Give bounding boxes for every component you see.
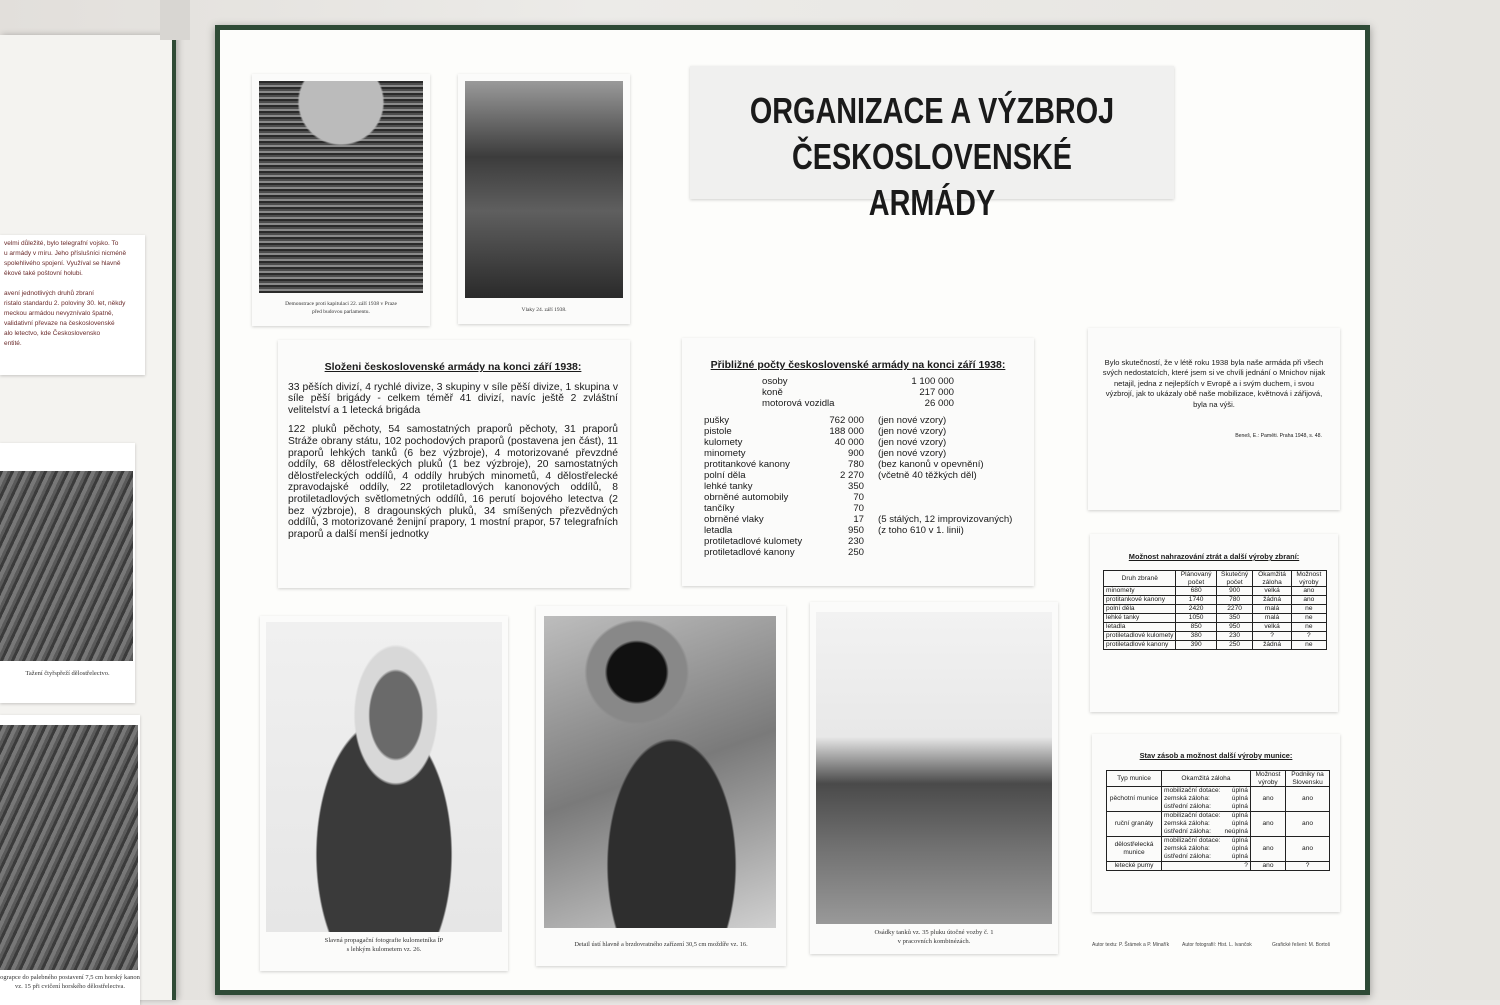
ammo-reserve-value: úplná: [1231, 812, 1248, 819]
replacement-cell: letadla: [1104, 623, 1176, 632]
weapon-label: pušky: [704, 414, 730, 426]
ammo-reserve-values: [1222, 862, 1250, 871]
ammo-reserve-labels: [1162, 837, 1223, 862]
weapon-label: tančíky: [704, 502, 735, 514]
weapon-label: obrněné automobily: [704, 491, 789, 503]
left-text-line: avení jednotlivých druhů zbraní: [4, 290, 94, 297]
title-line-2: ČESKOSLOVENSKÉ ARMÁDY: [791, 136, 1073, 223]
replacement-cell: žádná: [1253, 641, 1291, 650]
ammo-reserve-label: zemská záloha:: [1164, 820, 1210, 827]
personnel-value: 26 000: [924, 397, 954, 409]
personnel-row: [760, 387, 956, 398]
train-image: [465, 81, 623, 298]
left-text-line: entité.: [4, 340, 22, 347]
weapon-label: pistole: [704, 425, 732, 437]
main-exhibit-board: [215, 25, 1370, 995]
ammo-slovakia: ano: [1286, 837, 1330, 862]
replacement-cell: lehké tanky: [1104, 614, 1176, 623]
replacement-row: [1104, 623, 1327, 632]
replacement-row: [1104, 587, 1327, 596]
left-text-line: velmi důležité, bylo telegrafní vojsko. To: [4, 240, 119, 247]
personnel-value: 1 100 000: [911, 375, 954, 387]
weapon-label: kulomety: [704, 436, 743, 448]
personnel-label: koně: [762, 386, 783, 398]
ammo-heading: Stav zásob a možnost další výroby munice:: [1139, 751, 1293, 760]
weapon-row: [702, 426, 1014, 437]
replacement-cell: 350: [1216, 614, 1253, 623]
replacement-column-header: Možnost výroby: [1291, 571, 1326, 587]
photo-trains: [458, 74, 630, 324]
replacement-cell: 2420: [1176, 605, 1216, 614]
ammo-slovakia: ano: [1286, 787, 1330, 812]
ammo-production: ano: [1250, 862, 1285, 871]
photo-demonstration: [252, 74, 430, 326]
replacement-table: [1103, 570, 1327, 650]
composition-para-2: 122 pluků pěchoty, 54 samostatných praporů pěchoty, 31 praporů Stráže obrany státu, 102 pochodových praporů (postavena jen část), 11 praporů lehkých tanků (6 bez výzbroje), 4 motorizované převzdné oddíly, 68 dělostřeleckých pluků (1 bez výzbroje), 20 samostatných dělostřeleckých oddílů, 4 oddíly hrubých minometů, 4 dělostřelecké zpravodajské oddíly, 22 protiletadlových kanonových oddílů, 8 protiletadlových světlometných oddílů, 16 perutí bojového letectva (2 bez výzbroje), 8 dragounských pluků, 34 smíšených přezvědných oddílů, 3 motorizované ženijní prapory, 1 mostní prapor, 57 telegrafních praporů a další menší jednotky: [288, 424, 618, 540]
mountain-gun-photo: [0, 725, 138, 970]
ammo-row: [1107, 812, 1330, 837]
weapon-note: (jen nové vzory): [878, 414, 947, 426]
ammo-production: ano: [1250, 812, 1285, 837]
quote-source: Beneš, E.: Paměti. Praha 1948, s. 48.: [1235, 433, 1322, 439]
left-caption-2-line-1: ograpce do palebného postavení 7,5 cm horský kanon: [0, 974, 140, 981]
left-exhibit-board: [0, 35, 176, 1000]
replacement-cell: ne: [1291, 641, 1326, 650]
weapon-label: lehké tanky: [704, 480, 753, 492]
ammo-reserve-values: [1222, 837, 1250, 862]
replacement-row: [1104, 614, 1327, 623]
weapon-note: (jen nové vzory): [878, 436, 947, 448]
ammo-reserve-values: [1222, 812, 1250, 837]
replacement-cell: 950: [1216, 623, 1253, 632]
weapon-value: 2 270: [839, 469, 864, 481]
replacement-cell: 390: [1176, 641, 1216, 650]
ammo-reserve-labels: [1162, 812, 1223, 837]
weapon-row: [702, 492, 1014, 503]
photo-3-caption-line-2: s lehkým kulometem vz. 26.: [346, 946, 422, 953]
personnel-label: osoby: [762, 375, 788, 387]
weapon-value: 70: [853, 491, 864, 503]
left-photo-mountain: [0, 715, 140, 1005]
left-text-line: validativní převaze na československé: [4, 320, 115, 327]
weapon-value: 188 000: [829, 425, 864, 437]
left-text-panel: [0, 235, 145, 375]
weapon-label: polní děla: [704, 469, 746, 481]
personnel-row: [760, 398, 956, 409]
weapon-note: [866, 536, 1014, 547]
ammo-col-production: Možnost výroby: [1250, 771, 1285, 787]
left-caption-2: [0, 973, 140, 991]
weapon-row: [702, 459, 1014, 470]
ammo-slovakia: ?: [1286, 862, 1330, 871]
weapon-note: (jen nové vzory): [878, 447, 947, 459]
ammo-reserve-value: úplná: [1231, 795, 1248, 802]
left-text-line: spolehlivého spojení. Využíval se hlavně: [4, 260, 121, 267]
replacement-cell: žádná: [1253, 596, 1291, 605]
weapon-note: (včetně 40 těžkých děl): [878, 469, 977, 481]
personnel-value: 217 000: [919, 386, 954, 398]
weapon-row: [702, 536, 1014, 547]
left-text-line: meckou armádou nevyznívalo špatně,: [4, 310, 114, 317]
photo-4-caption: Detail ústí hlavně a brzdovratného zařízení 30,5 cm moždíře vz. 16.: [574, 941, 748, 948]
ammo-type: letecké pumy: [1107, 862, 1162, 871]
replacement-cell: protitankové kanony: [1104, 596, 1176, 605]
photo-1-caption-line-2: před budovou parlamentu.: [312, 309, 370, 315]
weapon-note: (5 stálých, 12 improvizovaných): [878, 513, 1013, 525]
replacement-heading: Možnost nahrazování ztrát a další výroby zbraní:: [1128, 552, 1300, 561]
credit-text-author: Autor textu: P. Šrámek a P. Minařík: [1092, 942, 1170, 948]
ammo-reserve-labels: [1162, 862, 1223, 871]
replacement-cell: ?: [1253, 632, 1291, 641]
ammo-reserve-labels: [1162, 787, 1223, 812]
ammo-col-type: Typ munice: [1107, 771, 1162, 787]
weapon-value: 950: [847, 524, 864, 536]
photo-1-caption: [252, 300, 430, 316]
ammo-reserve-label: mobilizační dotace:: [1164, 837, 1221, 844]
replacement-cell: 680: [1176, 587, 1216, 596]
weapon-row: [702, 448, 1014, 459]
weapon-row: [702, 547, 1014, 558]
personnel-table: [760, 376, 956, 409]
replacement-cell: malá: [1253, 605, 1291, 614]
replacement-cell: protiletadlové kulomety: [1104, 632, 1176, 641]
photo-mortar: [536, 606, 786, 966]
weapon-note: [866, 503, 1014, 514]
replacement-cell: 900: [1216, 587, 1253, 596]
left-text-line: u armády v míru. Jeho příslušníci nicméně: [4, 250, 127, 257]
credit-photo-author: Autor fotografií: Hist. L. Ivančok: [1182, 942, 1252, 948]
left-text-lines: [0, 235, 145, 349]
counts-panel: [682, 338, 1034, 586]
photo-machine-gunner: [260, 616, 508, 971]
weapon-row: [702, 525, 1014, 536]
quote-text: Bylo skutečností, že v létě roku 1938 byla naše armáda při všech svých nedostatcích, které jsem si ve chvíli jednání o Mnichov nijak netajil, jedna z nejlepších v Evropě a i svým duchem, i svou výzbrojí, jak to ukázaly obě naše mobilizace, květnová i zářijová, byla na výši.: [1102, 358, 1326, 409]
left-photo-horses: [0, 443, 135, 703]
weapon-row: [702, 503, 1014, 514]
ammo-reserve-value: úplná: [1231, 837, 1248, 844]
left-caption-1: Tažení čtyřspřeží dělostřelectvo.: [25, 670, 110, 677]
ammo-type: dělostřelecká munice: [1107, 837, 1162, 862]
ammo-type: pěchotní munice: [1107, 787, 1162, 812]
weapon-note: [866, 481, 1014, 492]
weapon-row: [702, 481, 1014, 492]
ammo-reserve-value: úplná: [1231, 787, 1248, 794]
photo-5-caption: [810, 928, 1058, 946]
left-caption-2-line-2: vz. 15 při cvičení horského dělostřelectva.: [15, 983, 125, 990]
ammo-col-reserve: Okamžitá záloha: [1162, 771, 1251, 787]
photo-3-caption-line-1: Slavná propagační fotografie kulometníka ÍP: [324, 937, 444, 944]
replacement-cell: ?: [1291, 632, 1326, 641]
replacement-cell: ne: [1291, 623, 1326, 632]
title: [690, 88, 1174, 226]
ammo-row: [1107, 862, 1330, 871]
replacement-cell: minomety: [1104, 587, 1176, 596]
weapon-label: minomety: [704, 447, 746, 459]
replacement-row: [1104, 632, 1327, 641]
weapon-value: 900: [847, 447, 864, 459]
weapon-row: [702, 514, 1014, 525]
replacement-row: [1104, 641, 1327, 650]
ammo-reserve-label: mobilizační dotace:: [1164, 787, 1221, 794]
weapon-value: 230: [847, 535, 864, 547]
weapon-note: (jen nové vzory): [878, 425, 947, 437]
tank-crews-image: [816, 612, 1052, 924]
left-text-line: alo letectvo, kde Československo: [4, 330, 101, 337]
replacement-cell: polní děla: [1104, 605, 1176, 614]
replacement-column-header: Okamžitá záloha: [1253, 571, 1291, 587]
left-text-line: ěkové také poštovní holubi.: [4, 270, 83, 277]
ammo-production: ano: [1250, 787, 1285, 812]
left-text-line: ristalo standardu 2. poloviny 30. let, někdy: [4, 300, 126, 307]
ammo-reserve-value: úplná: [1231, 845, 1248, 852]
replacement-cell: velká: [1253, 623, 1291, 632]
replacement-panel: [1090, 534, 1338, 712]
replacement-row: [1104, 596, 1327, 605]
weapon-value: 250: [847, 546, 864, 558]
replacement-cell: 2270: [1216, 605, 1253, 614]
horses-photo: [0, 471, 133, 661]
ammo-slovakia: ano: [1286, 812, 1330, 837]
weapon-value: 40 000: [834, 436, 864, 448]
weapon-label: letadla: [704, 524, 733, 536]
personnel-label: motorová vozidla: [762, 397, 835, 409]
photo-2-caption: Vlaky 24. září 1938.: [521, 307, 567, 313]
ammo-reserve-label: [1164, 862, 1220, 870]
replacement-cell: velká: [1253, 587, 1291, 596]
weapon-note: (bez kanonů v opevnění): [878, 458, 984, 470]
weapon-note: [866, 547, 1014, 558]
ammo-reserve-label: zemská záloha:: [1164, 845, 1210, 852]
title-panel: [690, 66, 1174, 223]
replacement-cell: 380: [1176, 632, 1216, 641]
composition-para-1: 33 pěších divizí, 4 rychlé divize, 3 skupiny v síle pěší divize, 1 skupina v síle pěší brigády - celkem téměř 41 divizí, navíc ještě 2 zvláštní velitelství a 1 letecká brigáda: [288, 381, 618, 416]
ammo-reserve-label: mobilizační dotace:: [1164, 812, 1221, 819]
left-text-line: [4, 279, 139, 289]
ammo-row: [1107, 787, 1330, 812]
photo-tank-crews: [810, 602, 1058, 954]
weapons-table: [702, 415, 1014, 558]
ammo-reserve-label: ústřední záloha:: [1164, 853, 1211, 860]
weapon-row: [702, 437, 1014, 448]
replacement-column-header: Skutečný počet: [1216, 571, 1253, 587]
weapon-label: protiletadlové kulomety: [704, 535, 803, 547]
ammo-reserve-value: úplná: [1231, 803, 1248, 810]
replacement-column-header: Plánovaný počet: [1176, 571, 1216, 587]
weapon-value: 762 000: [829, 414, 864, 426]
photo-1-caption-line-1: Demonstrace proti kapitulaci 22. září 1938 v Praze: [285, 301, 397, 307]
weapon-value: 70: [853, 502, 864, 514]
ammo-panel: [1092, 734, 1340, 912]
replacement-row: [1104, 605, 1327, 614]
ammo-type: ruční granáty: [1107, 812, 1162, 837]
machine-gunner-image: [266, 622, 502, 932]
ammo-reserve-label: ústřední záloha:: [1164, 828, 1211, 835]
weapon-value: 780: [847, 458, 864, 470]
composition-heading: Složeni československé armády na konci září 1938:: [324, 361, 582, 373]
replacement-cell: 230: [1216, 632, 1253, 641]
replacement-cell: 850: [1176, 623, 1216, 632]
replacement-cell: protiletadlové kanony: [1104, 641, 1176, 650]
weapon-row: [702, 470, 1014, 481]
replacement-cell: 1050: [1176, 614, 1216, 623]
ammo-table: [1106, 770, 1330, 871]
board-edge: [160, 0, 190, 40]
weapon-label: protitankové kanony: [704, 458, 790, 470]
weapon-label: obrněné vlaky: [704, 513, 764, 525]
replacement-cell: 250: [1216, 641, 1253, 650]
crowd-image: [259, 81, 423, 293]
personnel-row: [760, 376, 956, 387]
composition-panel: [278, 340, 630, 588]
ammo-reserve-value: úplná: [1231, 820, 1248, 827]
ammo-row: [1107, 837, 1330, 862]
weapon-value: 17: [853, 513, 864, 525]
weapon-row: [702, 415, 1014, 426]
replacement-cell: 780: [1216, 596, 1253, 605]
weapon-note: (z toho 610 v 1. linii): [878, 524, 964, 536]
ammo-col-slovakia: Podniky na Slovensku: [1286, 771, 1330, 787]
weapon-value: 350: [847, 480, 864, 492]
replacement-column-header: Druh zbraně: [1104, 571, 1176, 587]
ammo-reserve-values: [1222, 787, 1250, 812]
ammo-production: ano: [1250, 837, 1285, 862]
ammo-reserve-label: zemská záloha:: [1164, 795, 1210, 802]
photo-5-caption-line-2: v pracovních kombinézách.: [897, 938, 971, 945]
photo-5-caption-line-1: Osádky tanků vz. 35 pluku útočné vozby č. 1: [874, 929, 994, 936]
replacement-cell: malá: [1253, 614, 1291, 623]
title-line-1: ORGANIZACE A VÝZBROJ: [749, 90, 1115, 131]
replacement-cell: ano: [1291, 596, 1326, 605]
quote-panel: [1088, 328, 1340, 510]
weapon-label: protiletadlové kanony: [704, 546, 795, 558]
photo-3-caption: [260, 936, 508, 954]
replacement-cell: ne: [1291, 605, 1326, 614]
replacement-cell: ne: [1291, 614, 1326, 623]
replacement-cell: 1740: [1176, 596, 1216, 605]
replacement-cell: ano: [1291, 587, 1326, 596]
ammo-reserve-value: ?: [1244, 862, 1248, 869]
ammo-reserve-value: neúplná: [1224, 828, 1248, 835]
credit-graphic: Grafické řešení: M. Bortoš: [1272, 942, 1331, 948]
weapon-note: [866, 492, 1014, 503]
counts-heading: Přibližné počty československé armády na konci září 1938:: [710, 359, 1006, 371]
mortar-image: [544, 616, 776, 928]
ammo-reserve-value: úplná: [1231, 853, 1248, 860]
ammo-reserve-label: ústřední záloha:: [1164, 803, 1211, 810]
